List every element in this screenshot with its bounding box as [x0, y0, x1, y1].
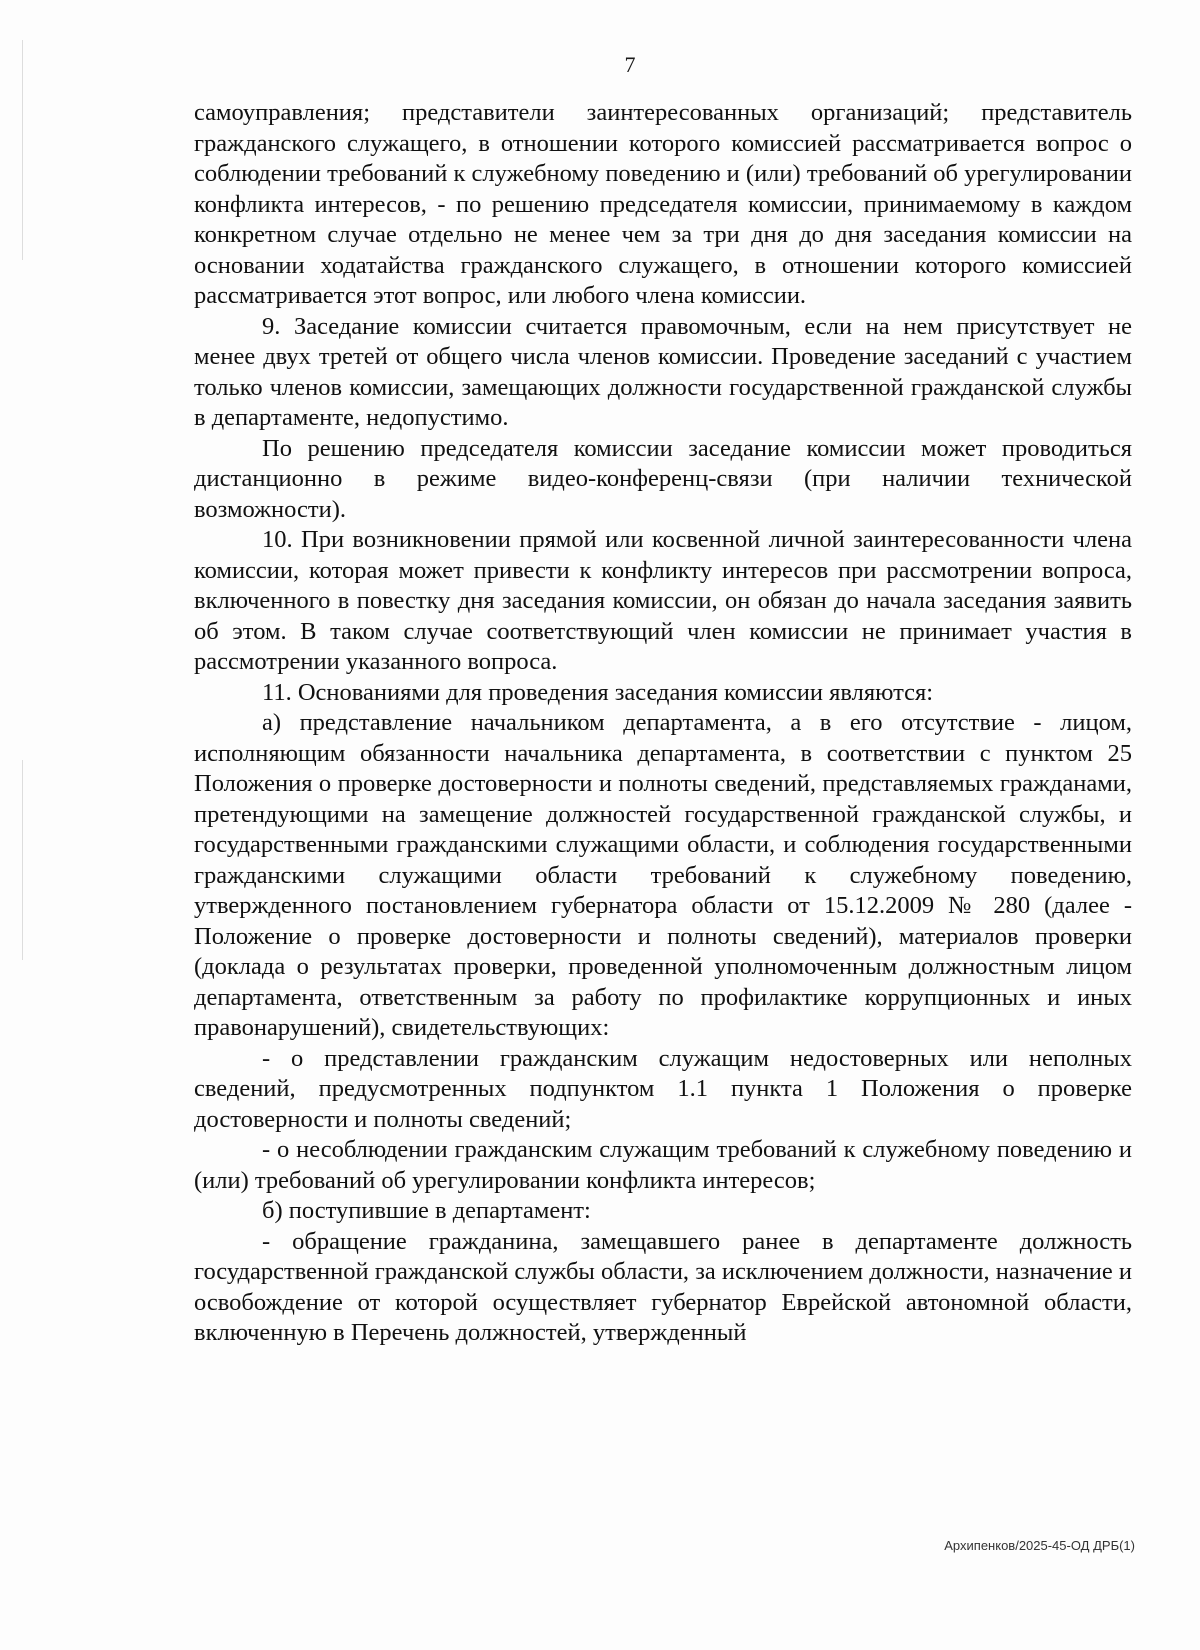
- paragraph-item-9: 9. Заседание комиссии считается правомочным, если на нем присутствует не менее двух третей от общего числа членов комиссии. Проведение заседаний с участием только членов комиссии, замещающих должности государственной гражданской службы в департаменте, недопустимо.: [194, 312, 1132, 431]
- dash-item: - о несоблюдении гражданским служащим требований к служебному поведению и (или) требований об урегулировании конфликта интересов;: [194, 1136, 1132, 1194]
- dash-item: - обращение гражданина, замещавшего ранее в департаменте должность государственной гражданской службы области, за исключением должности, назначение и освобождение от которой осуществляет губернатор Еврейской автономной области, включенную в Перечень должностей, утвержденный: [194, 1227, 1132, 1346]
- paragraph: По решению председателя комиссии заседание комиссии может проводиться дистанционно в режиме видео-конференц-связи (при наличии технической возможности).: [194, 434, 1132, 523]
- dash-item: - о представлении гражданским служащим недостоверных или неполных сведений, предусмотренных подпунктом 1.1 пункта 1 Положения о проверке достоверности и полноты сведений;: [194, 1044, 1132, 1133]
- paragraph-item-10: 10. При возникновении прямой или косвенной личной заинтересованности члена комиссии, которая может привести к конфликту интересов при рассмотрении вопроса, включенного в повестку дня заседания комиссии, он обязан до начала заседания заявить об этом. В таком случае соответствующий член комиссии не принимает участия в рассмотрении указанного вопроса.: [194, 526, 1132, 675]
- scan-margin-line: [22, 760, 23, 960]
- body-text: [194, 98, 1132, 1349]
- page-number: 7: [624, 52, 636, 77]
- paragraph: самоуправления; представители заинтересованных организаций; представитель гражданского служащего, в отношении которого комиссией рассматривается вопрос о соблюдении требований к служебному поведению и (или) требований об урегулировании конфликта интересов, - по решению председателя комиссии, принимаемому в каждом конкретном случае отдельно не менее чем за три дня до дня заседания комиссии на основании ходатайства гражданского служащего, в отношении которого комиссией рассматривается этот вопрос, или любого члена комиссии.: [194, 99, 1132, 309]
- subitem-b: б) поступившие в департамент:: [262, 1197, 591, 1224]
- document-reference-footer: Архипенков/2025-45-ОД ДРБ(1): [944, 1538, 1135, 1553]
- paragraph-item-11: 11. Основаниями для проведения заседания комиссии являются:: [262, 678, 934, 706]
- subitem-a: а) представление начальником департамента, а в его отсутствие - лицом, исполняющим обязанности начальника департамента, в соответствии с пунктом 25 Положения о проверке достоверности и полноты сведений, представляемых гражданами, претендующими на замещение должностей государственной гражданской службы, и государственными гражданскими служащими области, и соблюдения государственными гражданскими служащими области требований к служебному поведению, утвержденного постановлением губернатора области от 15.12.2009 № 280 (далее - Положение о проверке достоверности и полноты сведений), материалов проверки (доклада о результатах проверки, проведенной уполномоченным должностным лицом департамента, ответственным за работу по профилактике коррупционных и иных правонарушений), свидетельствующих:: [194, 709, 1132, 1041]
